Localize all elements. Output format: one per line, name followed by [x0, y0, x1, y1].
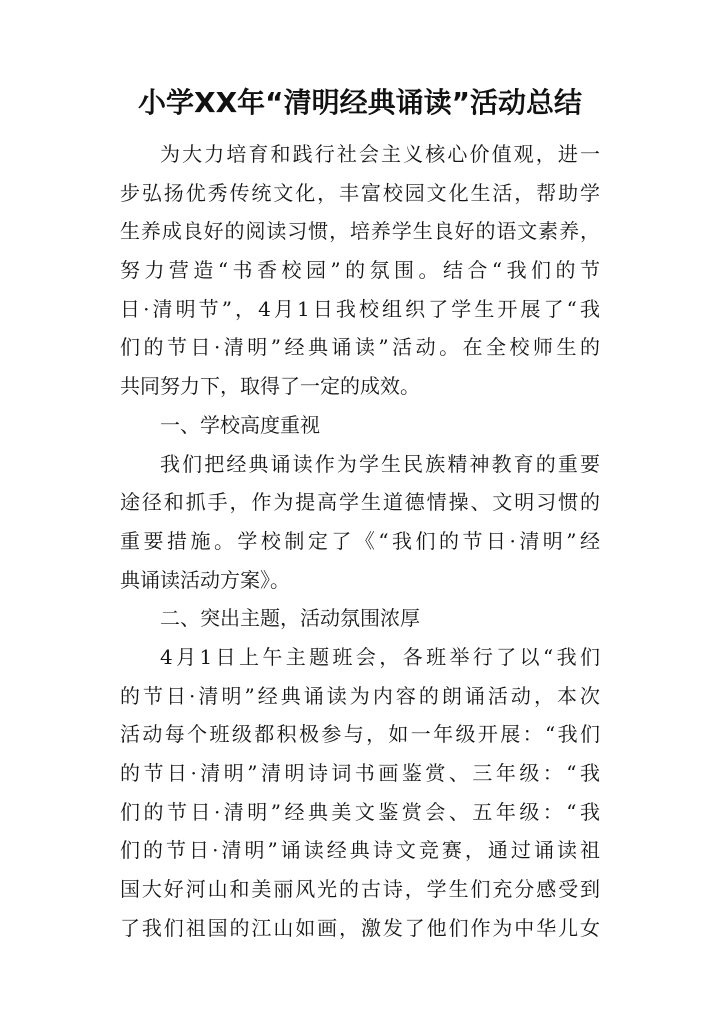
- text-line: 生养成良好的阅读习惯，培养学生良好的语文素养，: [120, 219, 600, 244]
- text-line: 步弘扬优秀传统文化，丰富校园文化生活，帮助学: [120, 180, 600, 205]
- text-line: 为大力培育和践行社会主义核心价值观，进一: [160, 142, 600, 166]
- text-line: 日·清明节”，4月1日我校组织了学生开展了“我: [120, 296, 600, 321]
- text-line: 重要措施。学校制定了《“我们的节日·清明”经: [120, 528, 600, 553]
- text-line: 典诵读活动方案》。: [120, 567, 290, 592]
- text-line: 活动每个班级都积极参与，如一年级开展：“我们: [120, 722, 600, 747]
- text-line: 4月1日上午主题班会，各班举行了以“我们: [160, 644, 600, 669]
- text-line: 们的节日·清明”经典诵读”活动。在全校师生的: [120, 335, 600, 360]
- text-line: 的节日·清明”经典诵读为内容的朗诵活动，本次: [120, 683, 600, 708]
- text-line: 共同努力下，取得了一定的成效。: [120, 374, 420, 399]
- document-body: [120, 135, 600, 947]
- text-line: 我们把经典诵读作为学生民族精神教育的重要: [160, 451, 600, 476]
- text-line: 们的节日·清明”经典美文鉴赏会、五年级：“我: [120, 799, 600, 824]
- text-line: 途径和抓手，作为提高学生道德情操、文明习惯的: [120, 490, 600, 515]
- document-title: 小学XX年“清明经典诵读”活动总结: [138, 86, 582, 119]
- text-line: 的节日·清明”清明诗词书画鉴赏、三年级：“我: [120, 761, 600, 785]
- text-line: 努力营造“书香校园”的氛围。结合“我们的节: [120, 258, 600, 283]
- text-line: 国大好河山和美丽风光的古诗，学生们充分感受到: [120, 877, 600, 902]
- text-line: 一、学校高度重视: [160, 412, 320, 437]
- text-line: 二、突出主题，活动氛围浓厚: [160, 606, 420, 631]
- text-line: 了我们祖国的江山如画，激发了他们作为中华儿女: [120, 915, 600, 940]
- text-line: 们的节日·清明”诵读经典诗文竞赛，通过诵读祖: [120, 838, 600, 863]
